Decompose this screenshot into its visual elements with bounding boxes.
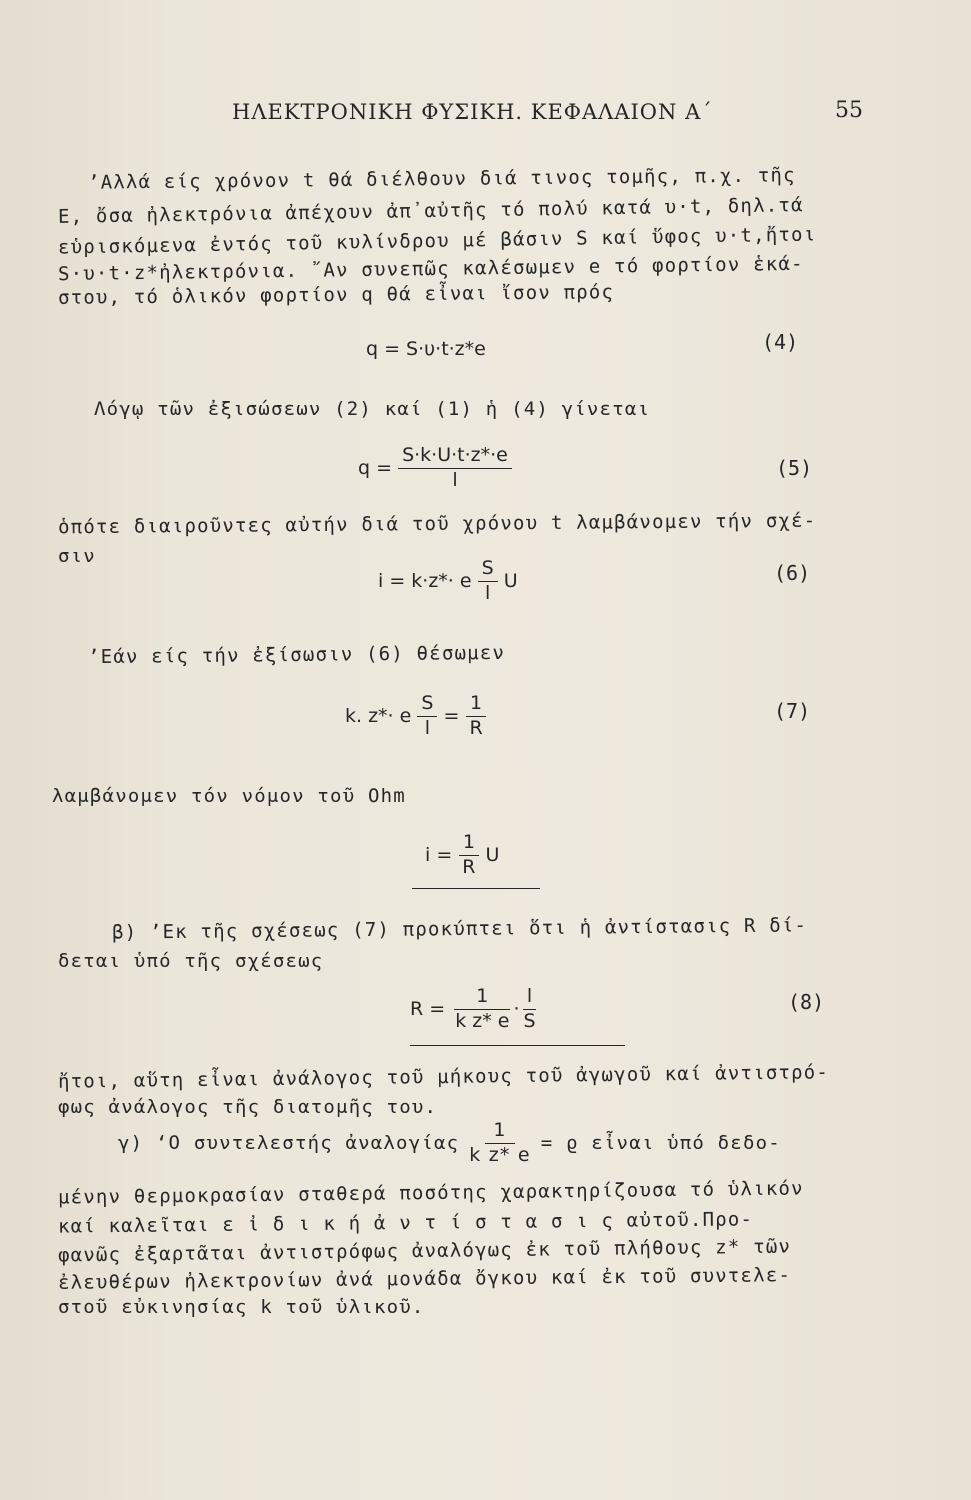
text-line: λαμβάνομεν τόν νόμον τοῦ Ohm (52, 785, 406, 807)
eq8-denominator-1: k z* e (455, 1009, 510, 1032)
text-line: β) ’Εκ τῆς σχέσεως (7) προκύπτει ὅτι ἡ ἀντίστασις R δί- (111, 914, 808, 944)
equation-number-6: (6) (774, 561, 811, 585)
ohm-rhs: U (485, 843, 500, 866)
eq6-fraction (478, 558, 498, 605)
eq5-denominator: l (452, 468, 458, 491)
equation-5 (358, 445, 512, 492)
resistivity-fraction (465, 1120, 534, 1167)
eq8-denominator-2: S (523, 1009, 536, 1032)
text-line: ἐλευθέρων ἠλεκτρονίων ἀνά μονάδα ὄγκου καί ἐκ τοῦ συντελε- (57, 1264, 792, 1294)
text-line: ἤτοι, αὕτη εἶναι ἀνάλογος τοῦ μήκους τοῦ ἀγωγοῦ καί ἀντιστρό- (57, 1061, 830, 1093)
text-line: φως ἀνάλογος τῆς διατομῆς του. (58, 1096, 438, 1118)
text-line: S·υ·t·z*ἠλεκτρόνια. ῎Αν συνεπῶς καλέσωμεν e τό φορτίον ἑκά- (57, 252, 804, 286)
eq8-fraction-2 (520, 986, 540, 1033)
text-line: καί καλεῖται ε ἰ δ ι κ ή ἀ ν τ ί σ τ α σ ι ς αὐτοῦ.Προ- (57, 1208, 754, 1238)
text-line: ὁπότε διαιροῦντες αὐτήν διά τοῦ χρόνου t λαμβάνομεν τήν σχέ- (57, 509, 817, 539)
eq8-fraction-1 (451, 986, 513, 1033)
eq5-numerator: S·k·U·t·z*·e (398, 445, 512, 469)
equation-number-4: (4) (762, 330, 799, 354)
resistivity-numerator: 1 (485, 1120, 514, 1144)
eq5-fraction (398, 445, 512, 492)
eq7-lhs: k. z*· e (345, 704, 412, 727)
underline-rule (412, 888, 540, 889)
ohm-law-equation (425, 832, 499, 879)
eq6-numerator: S (478, 558, 498, 582)
text-line: μένην θερμοκρασίαν σταθερά ποσότης χαρακτηρίζουσα τό ὑλικόν (57, 1177, 804, 1209)
eq6-lhs: i = k·z*· e (378, 569, 472, 592)
equation-7 (345, 693, 487, 740)
text-line: δεται ὑπό τῆς σχέσεως (58, 950, 324, 972)
eq8-numerator-1: 1 (454, 986, 510, 1010)
eq6-denominator: l (485, 581, 491, 604)
text-line: σιν (58, 545, 96, 567)
para-g-start: γ) ‘Ο συντελεστής ἀναλογίας (118, 1132, 460, 1155)
page-number: 55 (835, 98, 863, 123)
resistivity-denominator: k z* e (469, 1143, 531, 1166)
ohm-numerator: 1 (459, 832, 479, 856)
eq8-dot: · (513, 997, 520, 1020)
eq7-numerator-1: S (417, 693, 437, 717)
equation-8 (410, 986, 540, 1033)
text-line: ’Εάν είς τήν ἐξίσωσιν (6) θέσωμεν (87, 641, 506, 669)
eq5-lhs: q = (358, 456, 393, 479)
underline-rule (410, 1045, 625, 1046)
eq7-fraction-2 (465, 693, 486, 740)
ohm-fraction (458, 832, 479, 879)
eq6-rhs: U (503, 569, 518, 592)
ohm-denominator: R (462, 855, 476, 878)
text-line: Λόγῳ τῶν ἐξισώσεων (2) καί (1) ἡ (4) γίνεται (94, 398, 651, 420)
text-line: Ε, ὄσα ἠλεκτρόνια ἀπέχουν ἀπ᾽αὐτῆς τό πολύ κατά υ·t, δηλ.τά (57, 194, 804, 228)
text-line: στοῦ εὐκινησίας k τοῦ ὑλικοῦ. (58, 1296, 425, 1318)
eq8-numerator-2: l (523, 986, 536, 1010)
text-line: εὑρισκόμενα ἐντός τοῦ κυλίνδρου μέ βάσιν S καί ὕφος υ·t,ἤτοι (57, 223, 817, 259)
eq7-denominator-2: R (469, 716, 483, 739)
ohm-lhs: i = (425, 843, 453, 866)
equation-4: q = S·υ·t·z*e (366, 338, 486, 360)
equation-6 (378, 558, 518, 605)
eq8-lhs: R = (410, 997, 446, 1020)
eq7-fraction-1 (417, 693, 437, 740)
para-g-end: = ϱ εἶναι ὑπό δεδο- (540, 1132, 781, 1155)
text-line (118, 1120, 781, 1167)
eq7-numerator-2: 1 (466, 693, 486, 717)
equation-number-7: (7) (774, 699, 811, 723)
eq7-denominator-1: l (424, 716, 431, 739)
text-line: στου, τό ὁλικόν φορτίον q θά εἶναι ἴσον πρός (57, 281, 615, 309)
running-header: ΗΛΕΚΤΡΟΝΙΚΗ ΦΥΣΙΚΗ. ΚΕΦΑΛΑΙΟΝ Α΄ (232, 100, 713, 124)
text-line: φανῶς ἐξαρτᾶται ἀντιστρόφως ἀναλόγως ἐκ τοῦ πλήθους z* τῶν (57, 1235, 792, 1267)
eq7-equals: = (443, 704, 460, 727)
text-line: ’Αλλά είς χρόνον t θά διέλθουν διά τινος τομῆς, π.χ. τῆς (87, 164, 796, 194)
equation-number-8: (8) (788, 990, 825, 1014)
equation-number-5: (5) (776, 456, 813, 480)
